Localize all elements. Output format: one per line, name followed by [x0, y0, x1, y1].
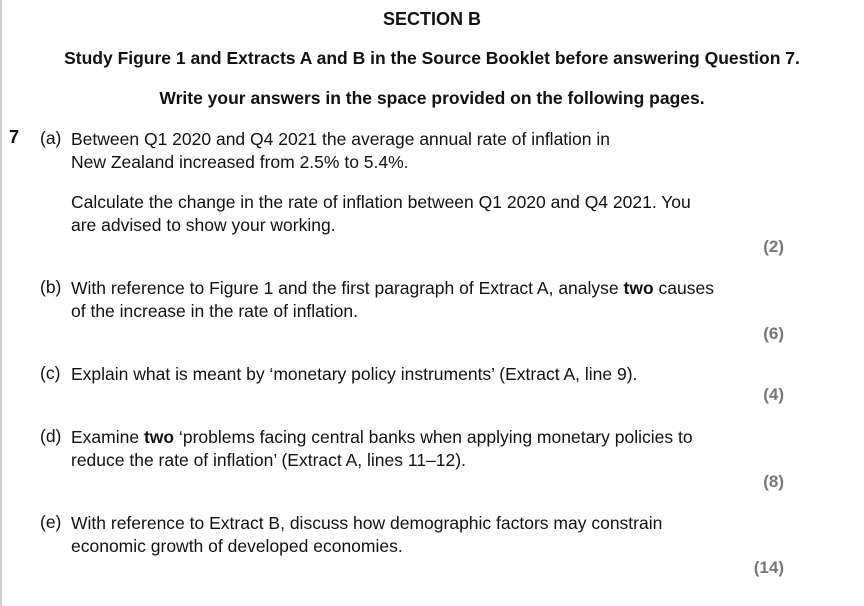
part-b-line-1-pre: With reference to Figure 1 and the first paragraph of Extract A, analyse [71, 278, 624, 298]
instruction-answer-space: Write your answers in the space provided on the following pages. [159, 88, 705, 108]
part-e-marks: (14) [753, 558, 784, 577]
part-d-line-2: reduce the rate of inflation’ (Extract A, lines 11–12). [71, 450, 466, 470]
section-title: SECTION B [382, 9, 481, 29]
part-d-line-1-pre: Examine [71, 427, 144, 447]
part-b-marks: (6) [763, 324, 784, 343]
part-c-text [71, 363, 761, 386]
part-d-text [71, 426, 761, 472]
part-b-text [71, 277, 761, 323]
part-a-line-2: New Zealand increased from 2.5% to 5.4%. [71, 152, 409, 172]
part-b-line-1 [71, 277, 761, 300]
part-b-line-1-post: causes [653, 278, 714, 298]
part-d-line-1-bold: two [143, 427, 175, 447]
question-number: 7 [9, 127, 20, 147]
part-a-line-1: Between Q1 2020 and Q4 2021 the average annual rate of inflation in [71, 129, 611, 149]
part-e-line-1: With reference to Extract B, discuss how demographic factors may constrain [71, 513, 663, 533]
part-b-label: (b) [40, 277, 62, 297]
part-c-marks: (4) [763, 385, 784, 404]
part-b-line-2: of the increase in the rate of inflation. [71, 301, 358, 321]
instruction-study-sources: Study Figure 1 and Extracts A and B in the Source Booklet before answering Question 7. [64, 48, 800, 68]
part-b-line-1-bold: two [623, 278, 654, 298]
part-c-label: (c) [40, 363, 61, 383]
part-e-text [71, 512, 761, 558]
part-a-text [71, 128, 761, 174]
part-d-marks: (8) [763, 472, 784, 491]
part-d-label: (d) [40, 426, 62, 446]
part-c-line-1: Explain what is meant by ‘monetary policy instruments’ (Extract A, line 9). [71, 364, 638, 384]
part-a-line-3: Calculate the change in the rate of inflation between Q1 2020 and Q4 2021. You [71, 192, 691, 212]
part-a-label: (a) [40, 128, 62, 148]
part-a-line-4: are advised to show your working. [71, 215, 336, 235]
part-d-line-1 [71, 426, 761, 449]
part-e-line-2: economic growth of developed economies. [71, 536, 403, 556]
part-d-line-1-post: ‘problems facing central banks when applying monetary policies to [174, 427, 693, 447]
part-a-instruction [71, 191, 761, 237]
part-a-marks: (2) [763, 237, 784, 256]
part-e-label: (e) [40, 512, 62, 532]
